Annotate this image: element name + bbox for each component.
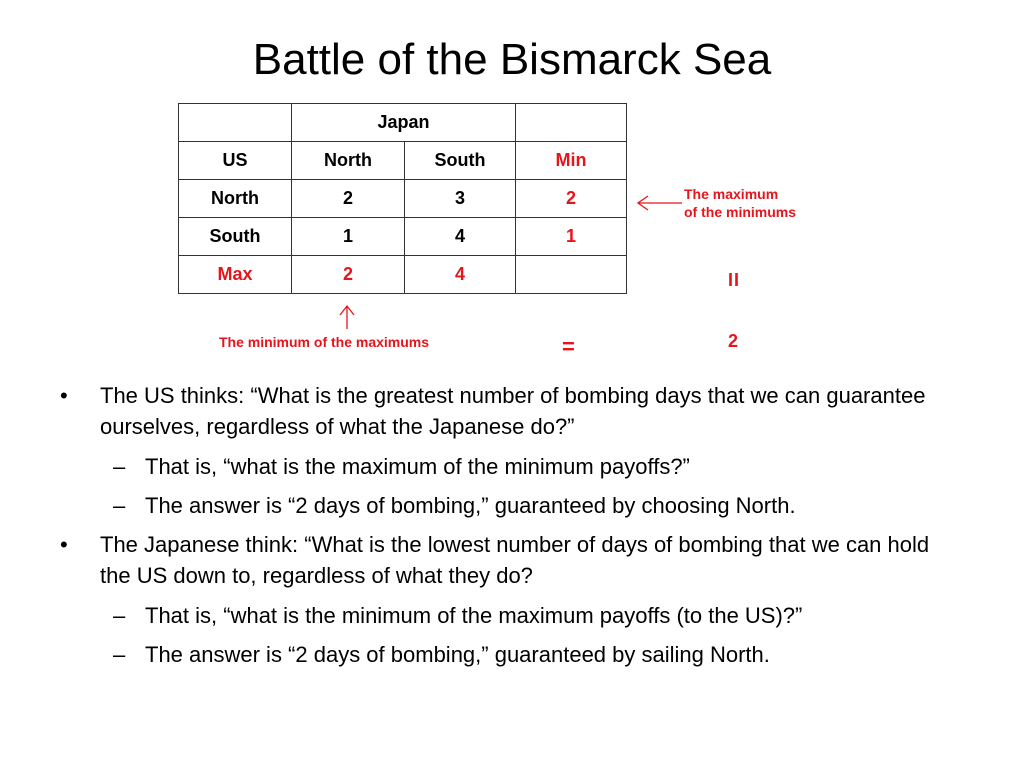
dash-marker: –	[113, 642, 126, 667]
row-min-cell: 2	[516, 180, 627, 218]
maximin-line-1: The maximum	[684, 186, 779, 202]
row-min-cell: 1	[516, 218, 627, 256]
minimax-annotation: The minimum of the maximums	[219, 334, 430, 350]
payoff-table	[178, 103, 627, 294]
list-item-text: The US thinks: “What is the greatest number of bombing days that we can guarantee ourselves, regardless of what the Japanese do?”	[100, 383, 926, 439]
japan-header: Japan	[292, 104, 516, 142]
bullet-list	[60, 380, 960, 678]
list-item-text: That is, “what is the minimum of the maximum payoffs (to the US)?”	[145, 603, 803, 628]
payoff-cell: 1	[292, 218, 405, 256]
list-item-text: That is, “what is the maximum of the minimum payoffs?”	[145, 454, 690, 479]
list-item	[60, 380, 960, 442]
game-value: 2	[728, 331, 739, 351]
bullet-marker: •	[60, 383, 68, 408]
payoff-cell: 3	[405, 180, 516, 218]
list-item	[60, 451, 960, 482]
dash-marker: –	[113, 603, 126, 628]
us-south-label: South	[179, 218, 292, 256]
japan-north-header: North	[292, 142, 405, 180]
slide-title: Battle of the Bismarck Sea	[252, 35, 772, 84]
maximin-annotation	[684, 185, 796, 221]
payoff-matrix	[178, 103, 627, 294]
empty-cell	[516, 256, 627, 294]
column-max-cell: 4	[405, 256, 516, 294]
list-item	[60, 600, 960, 631]
min-header: Min	[516, 142, 627, 180]
left-arrow-icon	[636, 193, 684, 213]
maximin-line-2: of the minimums	[684, 204, 797, 220]
table-row	[179, 180, 627, 218]
horizontal-equals-sign: =	[562, 334, 575, 359]
japan-south-header: South	[405, 142, 516, 180]
up-arrow-icon	[337, 304, 357, 330]
us-north-label: North	[179, 180, 292, 218]
matrix-corner-cell	[179, 104, 292, 142]
list-item	[60, 490, 960, 521]
bullet-marker: •	[60, 532, 68, 557]
list-item	[60, 639, 960, 670]
matrix-group-header-row	[179, 104, 627, 142]
max-row	[179, 256, 627, 294]
list-item-text: The answer is “2 days of bombing,” guaranteed by choosing North.	[145, 493, 796, 518]
list-item-text: The Japanese think: “What is the lowest number of days of bombing that we can hold the US down to, regardless of what they do?	[100, 532, 930, 588]
matrix-corner-right-cell	[516, 104, 627, 142]
column-max-cell: 2	[292, 256, 405, 294]
dash-marker: –	[113, 493, 126, 518]
max-label: Max	[179, 256, 292, 294]
matrix-header-row	[179, 142, 627, 180]
vertical-equals-sign: II	[728, 270, 741, 290]
payoff-cell: 2	[292, 180, 405, 218]
dash-marker: –	[113, 454, 126, 479]
list-item-text: The answer is “2 days of bombing,” guaranteed by sailing North.	[145, 642, 770, 667]
us-header: US	[179, 142, 292, 180]
table-row	[179, 218, 627, 256]
list-item	[60, 529, 960, 591]
payoff-cell: 4	[405, 218, 516, 256]
